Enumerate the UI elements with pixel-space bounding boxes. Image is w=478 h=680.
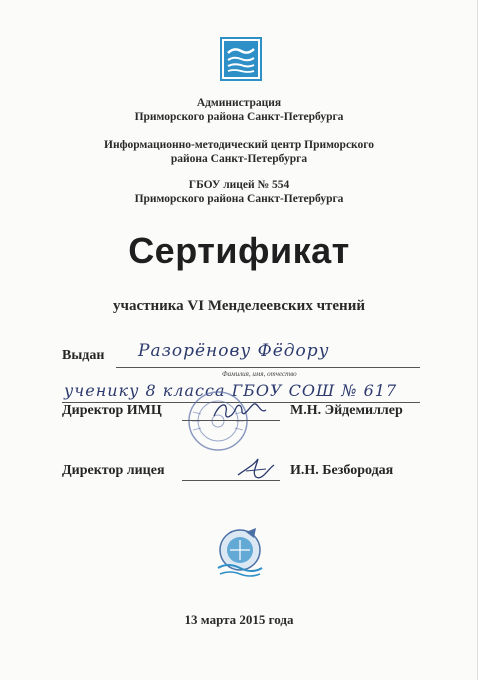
org-imc [0, 138, 478, 166]
org1-line1: Администрация [196, 97, 282, 109]
waves-logo-icon [220, 37, 262, 81]
org2-line1: Информационно-методический центр Приморского [104, 139, 374, 151]
org2-line2: района Санкт-Петербурга [170, 153, 308, 165]
name-line [116, 367, 420, 368]
certificate-subtitle: участника VI Менделеевских чтений [113, 298, 365, 314]
director1-line [182, 420, 280, 421]
org-administration [0, 96, 478, 124]
director2-name: И.Н. Безбородая [290, 463, 394, 478]
recipient-school: ученику 8 класса ГБОУ СОШ № 617 [64, 381, 398, 400]
org3-line1: ГБОУ лицей № 554 [188, 179, 290, 191]
director2-line [182, 480, 280, 481]
director1-label: Директор ИМЦ [62, 403, 162, 418]
lyceum-emblem-icon [212, 524, 268, 580]
certificate-date: 13 марта 2015 года [184, 612, 294, 627]
name-caption: Фамилия, имя, отчество [222, 370, 297, 378]
director2-label: Директор лицея [62, 463, 165, 478]
recipient-name: Разорёнову Фёдору [138, 341, 330, 361]
org1-line2: Приморского района Санкт-Петербурга [134, 111, 344, 123]
org3-line2: Приморского района Санкт-Петербурга [134, 193, 344, 205]
issued-label: Выдан [62, 348, 105, 363]
director2-signature [232, 455, 280, 483]
certificate-title: Сертификат [128, 230, 350, 271]
org-lyceum [0, 178, 478, 206]
director1-name: М.Н. Эйдемиллер [290, 403, 403, 418]
